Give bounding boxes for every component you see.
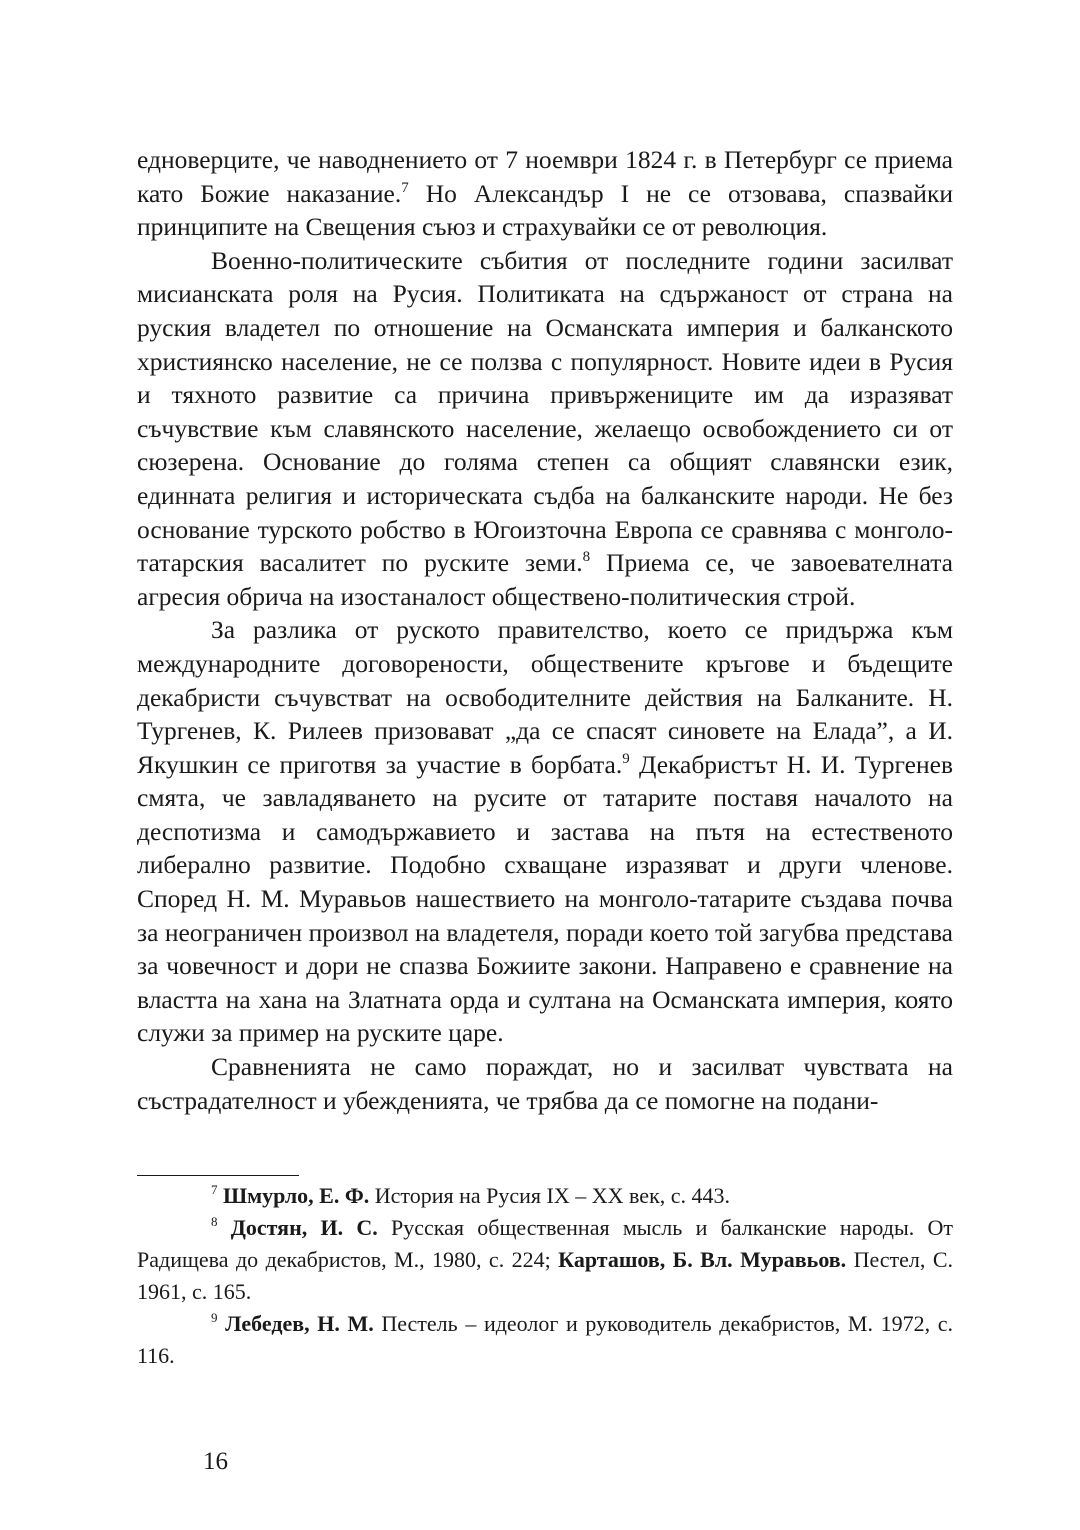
text-run: Сравненията не само пораждат, но и засилват чувствата на състрадателност и убежденията, че трябва да се помогне на подани-	[137, 1052, 953, 1115]
footnote-marker: 9	[622, 750, 630, 767]
footnote	[137, 1212, 953, 1308]
body-paragraph	[137, 613, 953, 1050]
text-run: Но Александър I не се отзовава, спазвайки принципите на Свещения съюз и страхувайки се от революция.	[137, 178, 953, 242]
cited-author: Карташов, Б. Вл. Муравьов.	[558, 1247, 847, 1272]
body-paragraph	[137, 244, 953, 614]
footnote-marker: 9	[211, 1310, 218, 1325]
text-run: История на Русия IX – XX век, с. 443.	[369, 1183, 731, 1208]
footnote-marker: 8	[582, 549, 591, 566]
footnote-divider	[137, 1175, 299, 1176]
cited-author: Лебедев, Н. М.	[225, 1311, 374, 1336]
text-run: Русская общественная мысль и балканские народы. От Радищева до декабристов, М., 1980, с. 224;	[137, 1215, 954, 1272]
text-run	[218, 1215, 231, 1240]
text-run: Пестел, С. 1961, с. 165.	[137, 1247, 954, 1304]
main-text	[137, 143, 953, 1117]
page-number: 16	[203, 1448, 228, 1475]
text-run: Декабристът Н. И. Тургенев смята, че завладяването на русите от татарите поставя началото на деспотизма и самодържавието и застава на пътя на естественото либерално развитие. Подобно схващане изразяват и други членове. Според Н. М. Муравьов нашествието на монголо-татарите създава почва за неограничен произвол на владетеля, поради което той загубва представа за човечност и дори не спазва Божиите закони. Направено е сравнение на властта на хана на Златната орда и султана на Османската империя, която служи за пример на руските царе.	[137, 749, 953, 1048]
footnote	[137, 1308, 953, 1372]
text-run: едноверците, че наводнението от 7 ноември 1824 г. в Петербург се приема като Божие наказание.	[137, 145, 953, 208]
text-run: Приема се, че завоевателната агресия обрича на изостаналост обществено-политическия строй.	[137, 548, 953, 611]
text-run: Пестель – идеолог и руководитель декабристов, М. 1972, с. 116.	[137, 1311, 953, 1368]
text-run	[218, 1311, 226, 1336]
cited-author: Шмурло, Е. Ф.	[223, 1183, 370, 1208]
footnote	[137, 1180, 953, 1212]
body-paragraph	[137, 143, 953, 244]
footnotes	[137, 1180, 953, 1372]
body-paragraph	[137, 1050, 953, 1117]
text-run: За разлика от руското правителство, което се придържа към международните договорености, обществените кръгове и бъдещите декабристи съчувстват на освободителните действия на Балканите. Н. Тургенев, К. Рилеев призовават „да се спасят синовете на Елада”, а И. Якушкин се приготвя за участие в борбата.	[137, 615, 953, 779]
footnote-marker: 8	[211, 1214, 218, 1229]
footnote-marker: 7	[401, 179, 409, 196]
cited-author: Достян, И. С.	[230, 1215, 378, 1240]
text-run: Военно-политическите събития от последните години засилват мисианската роля на Русия. Политиката на сдържаност от страна на руския владетел по отношение на Османската империя и балканското християнско население, не се ползва с популярност. Новите идеи в Русия и тяхното развитие са причина привържениците им да изразяват съчувствие към славянското население, желаещо освобождението си от сюзерена. Основание до голяма степен са общият славянски език, единната религия и историческата съдба на балканските народи. Не без основание турското робство в Югоизточна Европа се сравнява с монголо-татарския васалитет по руските земи.	[137, 245, 953, 578]
footnote-marker: 7	[211, 1182, 218, 1197]
